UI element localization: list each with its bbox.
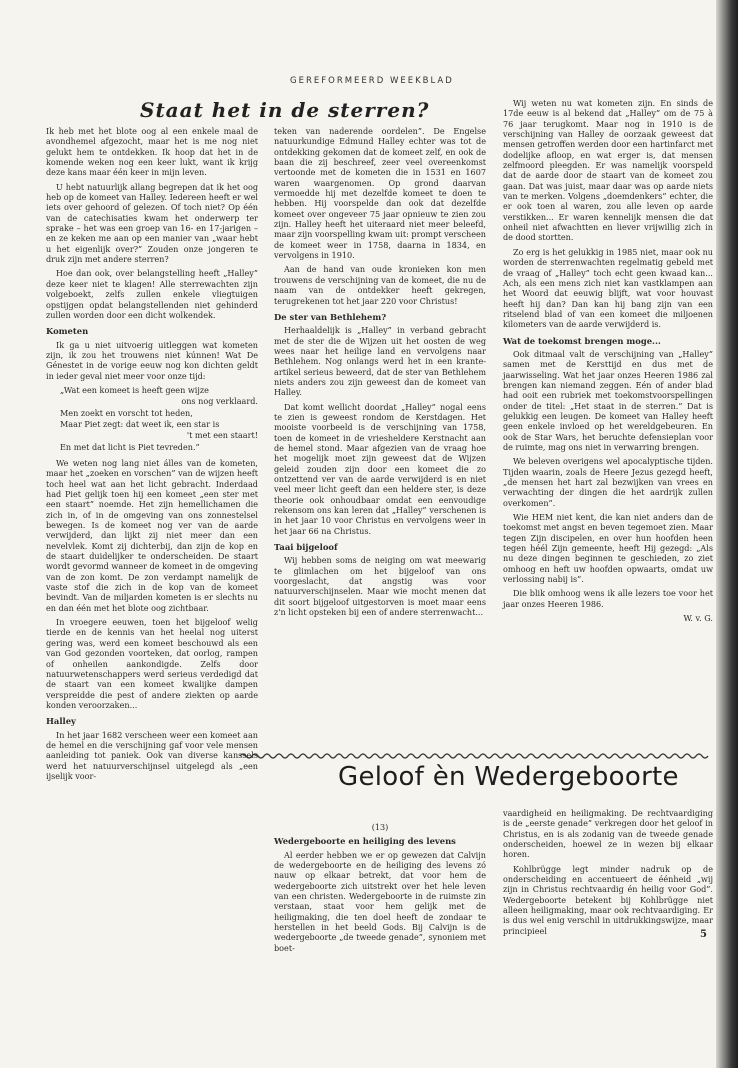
article-title: Staat het in de sterren? [140, 98, 430, 122]
verse-line: Men zoekt en vorscht tot heden, [60, 407, 193, 418]
author-signature: W. v. G. [683, 613, 713, 624]
paragraph: Kohlbrügge legt minder nadruk op de onderscheiding en accentueert de éénheid „wij zijn in Christus rechtvaardig én heilig voor God”. Wedergeboorte betekent bij Kohlbrügge niet alleen heiligmaking, maar ook rechtvaardiging. Er is dus wel enig verschil in uitdrukkingswijze, maar principieel [503, 863, 713, 936]
column-5 [503, 808, 713, 940]
paragraph: Dat komt wellicht doordat „Halley” nogal eens te zien is geweest rondom de Kerstdagen. Het mooiste voorbeeld is de verschijning van 1758, toen de komeet in de vriesheldere Kerstnacht aan de hemel stond. Maar afgezien van de vraag hoe het mogelijk moet zijn geweest dat de Wijzen geleid zouden zijn door een komeet die zo ontzettend ver van de aarde verwijderd is en niet veel meer licht geeft dan een heldere ster, is deze theorie ook onhoudbaar omdat een eenvoudige rekensom ons kan leren dat „Halley” verschenen is in het jaar 10 voor Christus en vervolgens weer in het jaar 66 na Christus. [274, 401, 486, 536]
paragraph: teken van naderende oordelen”. De Engelse natuurkundige Edmund Halley echter was tot de ontdekking gekomen dat de komeet zelf, en ook de baan die zij beschreef, zeer veel overeenkomst vertoonde met de kometen die in 1531 en 1607 waren waargenomen. Op grond daarvan vermoedde hij met dezelfde komeet te doen te hebben. Hij voorspelde dan ook dat dezelfde komeet over ongeveer 75 jaar opnieuw te zien zou zijn. Halley heeft het uiteraard niet meer beleefd, maar zijn voorspelling kwam uit: prompt verscheen de komeet weer in 1758, daarna in 1834, en vervolgens in 1910. [274, 126, 486, 261]
article-number: (13) [371, 822, 389, 832]
paragraph: U hebt natuurlijk allang begrepen dat ik het oog heb op de komeet van Halley. Iedereen heeft er wel iets over gehoord of gelezen. Of toch niet? Op één van de catechisaties kwam het onderwerp ter sprake – het was een groep van 16- en 17-jarigen – en ze keken me aan op een manier van „waar hebt u het eigenlijk over?” Zouden onze jongeren te druk zijn met andere sterren? [46, 181, 258, 265]
column-4 [274, 822, 486, 957]
page-edge-shadow [716, 0, 738, 1068]
column-1 [46, 126, 258, 785]
paragraph: Aan de hand van oude kronieken kon men trouwens de verschijning van de komeet, die nu de naam van de ontdekker heeft gekregen, terugrekenen tot het jaar 220 voor Christus! [274, 264, 486, 306]
paragraph: Zo erg is het gelukkig in 1985 niet, maar ook nu worden de sterrenwachten regelmatig gebeld met de vraag of „Halley” toch echt geen kwaad kan... Ach, als een mens zich niet kan vastklampen aan het Woord dat eeuwig blijft, wat voor houvast heeft hij dan? Dan kan hij bang zijn van een ritselend blad of van een komeet die miljoenen kilometers van de aarde verwijderd is. [503, 246, 713, 330]
paragraph: In het jaar 1682 verscheen weer een komeet aan de hemel en die verschijning gaf voor vele mensen aanleiding tot paniek. Ook van diverse kanssels werd het natuurverschijnsel uitgelegd als „een ijselijk voor- [46, 729, 258, 781]
paragraph: Al eerder hebben we er op gewezen dat Calvijn de wedergeboorte en de heiliging des levens zó nauw op elkaar betrekt, dat voor hem de wedergeboorte zich uitstrekt over het hele leven van een christen. Wedergeboorte in de ruimste zin verstaan, staat voor hem gelijk met de heiligmaking, die ten doel heeft de zondaar te herstellen in het beeld Gods. Bij Calvijn is de wedergeboorte „de tweede genade”, synoniem met boet- [274, 849, 486, 953]
section-heading-halley: Halley [46, 716, 76, 727]
column-3 [503, 98, 713, 628]
page-number: 5 [700, 929, 707, 940]
column-2 [274, 126, 486, 621]
paragraph: We beleven overigens wel apocalyptische tijden. Tijden waarin, zoals de Heere Jezus gezegd heeft, „de mensen het hart zal bezwijken van vrees en verwachting der dingen die het aardrijk zullen overkomen”. [503, 456, 713, 508]
paragraph: Wij hebben soms de neiging om wat meewarig te glimlachen om het bijgeloof van ons voorgeslacht, dat angstig was voor natuurverschijnselen. Maar wie mocht menen dat dit soort bijgeloof uitgestorven is moet maar eens z'n licht opsteken bij een of andere sterrenwacht... [274, 555, 486, 618]
section-heading-bethlehem: De ster van Bethlehem? [274, 311, 387, 322]
paragraph: Wij weten nu wat kometen zijn. En sinds de 17de eeuw is al bekend dat „Halley” om de 75 à 76 jaar terugkomt. Maar nog in 1910 is de verschijning van Halley de oorzaak geweest dat mensen getroffen werden door een hartinfarct met dodelijke afloop, en wat erger is, dat mensen zelfmoord pleegden. Er was namelijk voorspeld dat de aarde door de staart van de komeet zou gaan. Dat was juist, maar daar was op aarde niets van te merken. Volgens „doemdenkers” echter, die er ook toen al waren, zou alle leven op aarde verstikken... Er waren kennelijk mensen die dat onheil niet afwachtten en liever vrijwillig zich in de dood stortten. [503, 98, 713, 243]
paragraph: We weten nog lang niet álles van de kometen, maar het „zoeken en vorschen” van de wijzen heeft toch heel wat aan het licht gebracht. Inderdaad had Piet gelijk toen hij een komeet „een ster met een staart” noemde. Het zijn hemellichamen die zich in, of in de omgeving van ons zonnestelsel bewegen. Is de komeet nog ver van de aarde verwijderd, dan lijkt zij niet meer dan een nevelvlek. Komt zij dichterbij, dan zijn de kop en de staart duidelijker te onderscheiden. De staart wordt gevormd wanneer de komeet in de omgeving van de zon komt. De zon verdampt namelijk de vaste stof die zich in de kop van de komeet bevindt. Van de miljarden kometen is er slechts nu en dan één met het blote oog zichtbaar. [46, 457, 258, 613]
article-2-subtitle: Wedergeboorte en heiliging des levens [274, 836, 456, 847]
paragraph: Hoe dan ook, over belangstelling heeft „Halley” deze keer niet te klagen! Alle sterrewachten zijn volgeboekt, zelfs zullen enkele vliegtuigen opstijgen opdat belangstellenden niet gehinderd zullen worden door een dicht wolkendek. [46, 268, 258, 320]
paragraph: Herhaaldelijk is „Halley” in verband gebracht met de ster die de Wijzen uit het oosten de weg wees naar het heilige land en vervolgens naar Bethlehem. Nog onlangs werd het in een krante-artikel serieus beweerd, dat de ster van Bethlehem niets anders zou zijn geweest dan de komeet van Halley. [274, 325, 486, 398]
section-heading-bijgeloof: Taai bijgeloof [274, 542, 338, 553]
section-heading-kometen: Kometen [46, 326, 89, 337]
verse-line: 't met een staart! [186, 430, 258, 441]
paragraph: Wie HEM niet kent, die kan niet anders dan de toekomst met angst en beven tegemoet zien. Maar tegen Zijn discipelen, en over hun hoofden heen tegen héél Zijn gemeente, heeft Hij gezegd: „Als nu deze dingen beginnen te geschieden, zo ziet omhoog en heft uw hoofden opwaarts, omdat uw verlossing nabij is”. [503, 512, 713, 585]
paragraph: vaardigheid en heiligmaking. De rechtvaardiging is de „eerste genade” verkregen door het geloof in Christus, en is als zodanig van de tweede genade onderscheiden, hoewel ze in wezen bij elkaar horen. [503, 808, 713, 860]
verse-line: Maar Piet zegt: dat weet ik, een star is [60, 418, 220, 429]
paragraph: Ook ditmaal valt de verschijning van „Halley” samen met de Kersttijd en dus met de jaarwisseling. Wat het jaar onzes Heeren 1986 zal brengen kan niemand zeggen. Eén of ander blad had ooit een rubriek met toekomstvoorspellingen onder de titel: „Het staat in de sterren.” Dat is gelukkig een leugen. De komeet van Halley heeft geen enkele invloed op het wereldgebeuren. En ook de Star Wars, het beruchte defensieplan voor de ruimte, mag ons niet in verwarring brengen. [503, 348, 713, 452]
paragraph: Ik heb met het blote oog al een enkele maal de avondhemel afgezocht, maar het is me nog niet gelukt hem te ontdekken. Ik hoop dat het in de komende weken nog een keer lukt, want ik krijg deze kans maar één keer in mijn leven. [46, 126, 258, 178]
paragraph: Die blik omhoog wens ik alle lezers toe voor het jaar onzes Heeren 1986. [503, 588, 713, 609]
paragraph: In vroegere eeuwen, toen het bijgeloof welig tierde en de kennis van het heelal nog uiterst gering was, werd een komeet beschouwd als een van God gezonden voorteken, dat oorlog, rampen of onheilen aankondigde. Zelfs door natuurwetenschappers werd serieus verdedigd dat de staart van een komeet kwalijke dampen verspreidde die pest of andere ziekten op aarde konden veroorzaken... [46, 617, 258, 710]
verse-line: „Wat een komeet is heeft geen wijze [60, 384, 209, 395]
article-2-title: Geloof èn Wedergeboorte [338, 762, 679, 792]
wavy-divider [240, 751, 710, 761]
section-heading-toekomst: Wat de toekomst brengen moge... [503, 335, 661, 346]
paragraph: Ik ga u niet uitvoerig uitleggen wat kometen zijn, ik zou het trouwens niet kúnnen! Wat De Génestet in de vorige eeuw nog kon dichten geldt in ieder geval niet meer voor onze tijd: [46, 339, 258, 381]
running-header: GEREFORMEERD WEEKBLAD [290, 76, 454, 86]
verse-line: En met dat licht is Piet tevreden.” [60, 441, 200, 452]
verse-line: ons nog verklaard. [181, 396, 258, 407]
